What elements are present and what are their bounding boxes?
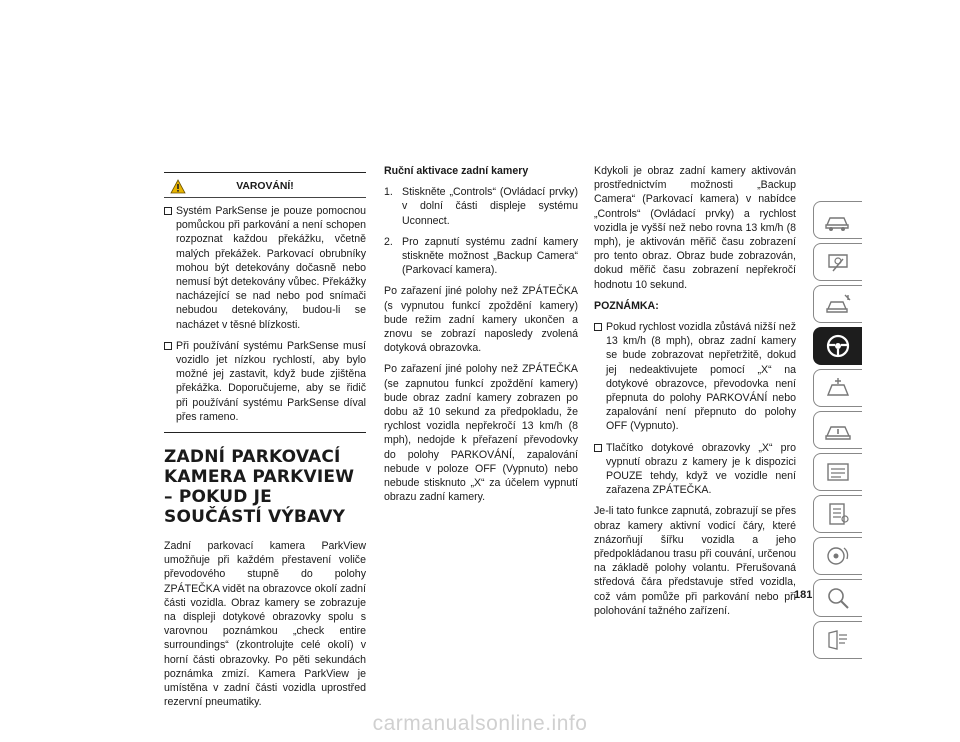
tab-maintenance[interactable]: [813, 453, 862, 491]
tab-specifications[interactable]: [813, 495, 862, 533]
car-info-icon: [823, 207, 853, 233]
safety-icon: [823, 375, 853, 401]
paragraph: Je-li tato funkce zapnutá, zobrazují se přes obraz kamery aktivní vodicí čáry, které znázorňují šířku vozidla a jeho předpokládanou trasu při couvání, určenou na základě polohy volantu. Přerušovaná středová čára představuje střed vozidla, což vám pomůže při parkování nebo při polohování tažného zařízení.: [594, 505, 796, 617]
page-number: 181: [794, 589, 813, 601]
intro-paragraph: Zadní parkovací kamera ParkView umožňuje při každém přestavení voliče převodového stupně do polohy ZPÁTEČKA vidět na obrazovce okolí zadní části vozidla. Obraz kamery se zobrazuje na displeji dotykové obrazovky spolu s varovnou poznámkou „check entire surroundings“ (zkontrolujte celé okolí) v horní části obrazovky. Po pěti sekundách poznámka zmizí. Kamera ParkView je umístěna v zadní části vozidla uprostřed rezervní pneumatiky.: [164, 540, 366, 709]
paragraph: Kdykoli je obraz zadní kamery aktivován prostřednictvím možnosti „Backup Camera“ (Parkovací kamera) v nabídce „Controls“ (Ovládací prvky) a rychlost vozidla je vyšší než nebo rovna 13 km/h (8 mph), je aktivován měřič času zobrazení pro tento obraz. Obraz bude zobrazován, dokud měřič času zobrazení nepřekročí hodnotu 10 sekund.: [594, 165, 796, 291]
chapter-tabs: [813, 201, 861, 663]
note-bullet: Pokud rychlost vozidla zůstává nižší než 13 km/h (8 mph), obraz zadní kamery se bude zobrazovat nepřetržitě, dokud jej nedeaktivujete pomocí „X“ na dotykové obrazovce, převodovka není přepnuta do polohy PARKOVÁNÍ nebo zapalování není přepnuto do polohy OFF (Vypnuto).: [594, 320, 796, 434]
tab-steering-wheel[interactable]: [813, 327, 862, 365]
paragraph: Po zařazení jiné polohy než ZPÁTEČKA (s vypnutou funkcí zpoždění kamery) bude režim zadní kamery ukončen a znovu se zobrazí naposledy zvolená dotyková obrazovka.: [384, 285, 578, 355]
warning-lights-icon: [823, 249, 853, 275]
note-title: POZNÁMKA:: [594, 299, 659, 312]
tab-search[interactable]: [813, 579, 862, 617]
emergency-icon: [823, 417, 853, 443]
index-icon: [823, 627, 853, 653]
warning-title: VAROVÁNÍ!: [236, 181, 294, 192]
tab-index[interactable]: [813, 621, 862, 659]
starting-icon: [823, 291, 853, 317]
tab-multimedia[interactable]: [813, 537, 862, 575]
checkbox-bullet-icon: [594, 323, 602, 331]
tab-car-info[interactable]: [813, 201, 862, 239]
column-1: [164, 172, 366, 709]
section-heading: ZADNÍ PARKOVACÍ KAMERA PARKVIEW – POKUD JE SOUČÁSTÍ VÝBAVY: [164, 447, 355, 528]
step-item: 2. Pro zapnutí systému zadní kamery stiskněte možnost „Backup Camera“ (Parkovací kamera).: [384, 235, 578, 277]
warning-triangle-icon: [170, 179, 186, 194]
maintenance-icon: [823, 459, 853, 485]
checkbox-bullet-icon: [594, 444, 602, 452]
search-icon: [823, 585, 853, 611]
steering-wheel-icon: [823, 333, 853, 359]
tab-warning-lights[interactable]: [813, 243, 862, 281]
tab-safety[interactable]: [813, 369, 862, 407]
column-3: [594, 164, 796, 625]
note-bullet: Tlačítko dotykové obrazovky „X“ pro vypnutí obrazu z kamery je k dispozici POUZE tehdy, když ve vozidle není zařazena ZPÁTEČKA.: [594, 441, 796, 498]
warning-bullet: Systém ParkSense je pouze pomocnou pomůckou při parkování a není schopen rozpoznat každou překážku, včetně malých překážek. Parkovací obrubníky mohou být detekovány dočasně nebo nemusí být detekovány vůbec. Překážky nacházející se nad nebo pod snímači nebudou detekovány, budou-li se nacházet v těsné blízkosti.: [164, 204, 366, 332]
specifications-icon: [823, 501, 853, 527]
step-item: 1. Stiskněte „Controls“ (Ovládací prvky) v dolní části displeje systému Uconnect.: [384, 186, 578, 227]
checkbox-bullet-icon: [164, 342, 172, 350]
tab-starting[interactable]: [813, 285, 862, 323]
watermark: carmanualsonline.info: [372, 712, 588, 735]
multimedia-icon: [823, 543, 853, 569]
paragraph: Po zařazení jiné polohy než ZPÁTEČKA (se zapnutou funkcí zpoždění kamery) bude obraz zadní kamery zobrazen po dobu až 10 sekund za předpokladu, že rychlost vozidla nepřekročí 13 km/h (8 mph), nedojde k přeřazení převodovky do polohy PARKOVÁNÍ, zapalování nebude v poloze OFF (Vypnuto) nebo nebude stisknuto „X“ za účelem vypnutí obrazu zadní kamery.: [384, 363, 578, 504]
warning-box: [164, 172, 366, 433]
tab-emergency[interactable]: [813, 411, 862, 449]
checkbox-bullet-icon: [164, 207, 172, 215]
manual-activation-title: Ruční aktivace zadní kamery: [384, 165, 529, 177]
column-2: [384, 164, 578, 511]
warning-header: [164, 179, 366, 198]
warning-bullet: Při používání systému ParkSense musí vozidlo jet nízkou rychlostí, aby bylo možné jej zastavit, když bude zjištěna překážka. Doporučujeme, aby se řidič při používání systému ParkSense díval přes rameno.: [164, 339, 366, 424]
